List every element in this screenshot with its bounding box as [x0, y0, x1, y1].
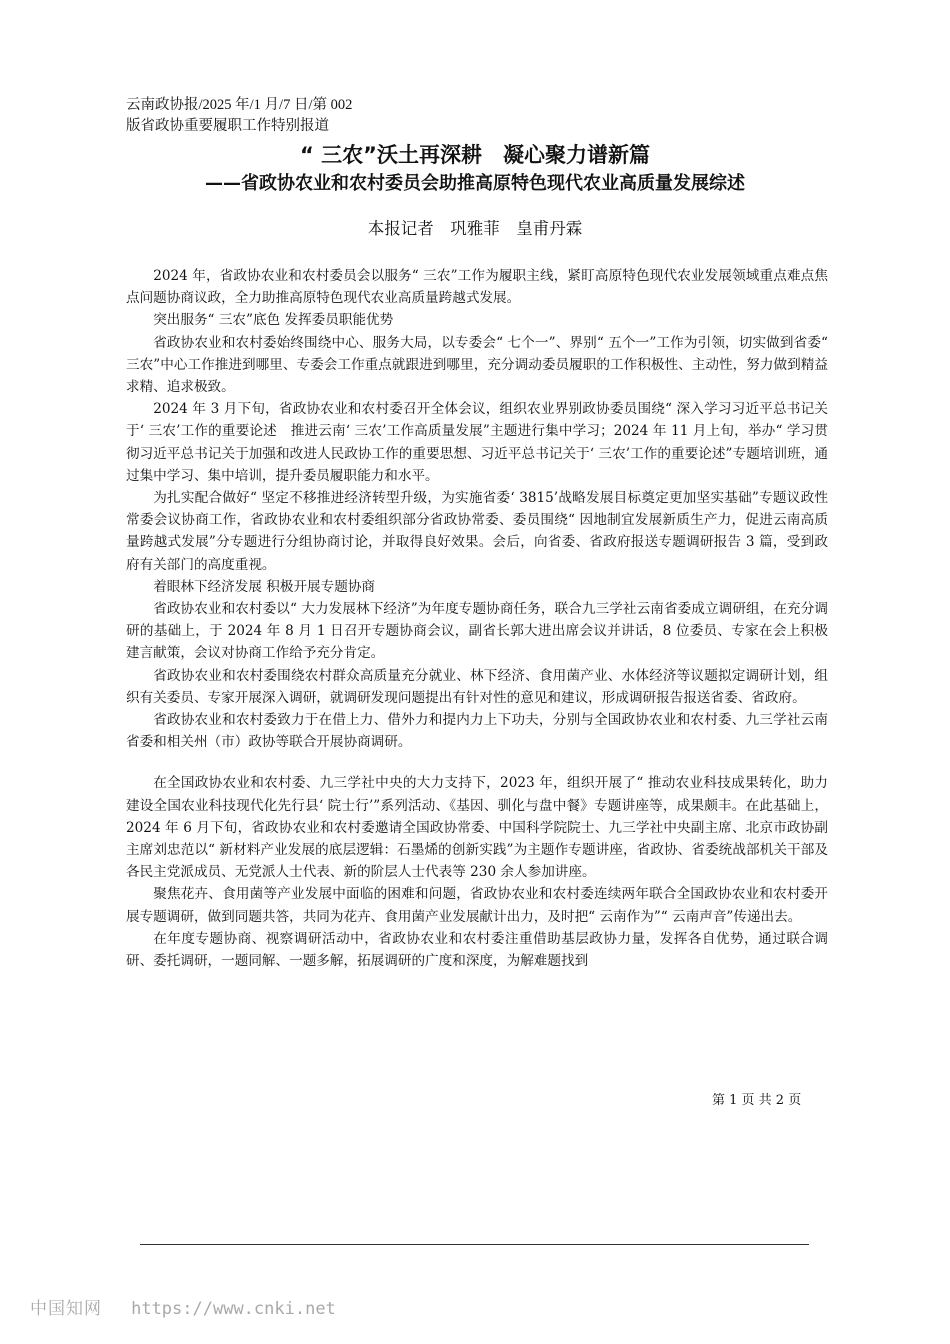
- paragraph: 为扎实配合做好“ 坚定不移推进经济转型升级，为实施省委‘ 3815’战略发展目标奠定更加坚实基础”专题议政性常委会议协商工作，省政协农业和农村委组织部分省政协常委、委员围绕“ 因地制宜发展新质生产力，促进云南高质量跨越式发展”分专题进行分组协商讨论，并取得良好效果。会后，向省委、省政府报送专题调研报告 3 篇，受到政府有关部门的高度重视。: [126, 490, 828, 573]
- footer-divider: [140, 1244, 809, 1245]
- paragraph: 省政协农业和农村委致力于在借上力、借外力和提内力上下功夫，分别与全国政协农业和农村委、九三学社云南省委和相关州（市）政协等联合开展协商调研。: [126, 712, 828, 751]
- paragraph-intro: 2024 年，省政协农业和农村委员会以服务“ 三农”工作为履职主线，紧盯高原特色现代农业发展领域重点难点焦点问题协商议政，全力助推高原特色现代农业高质量跨越式发展。: [126, 268, 828, 307]
- article-body: [126, 265, 828, 972]
- section-heading-2: 着眼林下经济发展 积极开展专题协商: [153, 578, 376, 595]
- paragraph: 省政协农业和农村委始终围绕中心、服务大局，以专委会“ 七个一”、界别“ 五个一”工作为引领，切实做到省委“ 三农”中心工作推进到哪里、专委会工作重点就跟进到哪里，充分调动委员履职的工作积极性、主动性，努力做到精益求精、追求极致。: [126, 334, 828, 396]
- publication-source: [126, 95, 352, 137]
- paragraph: 聚焦花卉、食用菌等产业发展中面临的困难和问题，省政协农业和农村委连续两年联合全国政协农业和农村委开展专题调研，做到同题共答，共同为花卉、食用菌产业发展献计出力，及时把“ 云南作为”“ 云南声音”传递出去。: [126, 886, 828, 925]
- paragraph: 在年度专题协商、视察调研活动中，省政协农业和农村委注重借助基层政协力量，发挥各自优势，通过联合调研、委托调研，一题同解、一题多解，拓展调研的广度和深度，为解难题找到: [126, 930, 828, 970]
- paragraph: 省政协农业和农村委围绕农村群众高质量充分就业、林下经济、食用菌产业、水体经济等议题拟定调研计划，组织有关委员、专家开展深入调研，就调研发现问题提出有针对性的意见和建议，形成调研报告报送省委、省政府。: [126, 667, 828, 706]
- source-line: 云南政协报/2025 年/1 月/7 日/第 002: [126, 97, 353, 113]
- paragraph: 在全国政协农业和农村委、九三学社中央的大力支持下，2023 年，组织开展了“ 推动农业科技成果转化，助力建设全国农业科技现代化先行县‘ 院士行’”系列活动、《基因、驯化与盘中餐》专题讲座等，成果颇丰。在此基础上，2024 年 6 月下旬，省政协农业和农村委邀请全国政协常委、中国科学院院士、九三学社中央副主席、北京市政协副主席刘忠范以“ 新材料产业发展的底层逻辑：石墨烯的创新实践”为主题作专题讲座，省政协、省委统战部机关干部及各民主党派成员、无党派人士代表、新的阶层人士代表等 230 余人参加讲座。: [126, 775, 828, 881]
- section-heading-1: 突出服务“ 三农”底色 发挥委员职能优势: [153, 312, 394, 329]
- cnki-footer: [30, 1294, 336, 1319]
- section-line: 版省政协重要履职工作特别报道: [126, 118, 329, 134]
- article-byline: 本报记者 巩雅菲 皇甫丹霖: [367, 219, 583, 238]
- article-subtitle: ——省政协农业和农村委员会助推高原特色现代农业高质量发展综述: [205, 173, 745, 194]
- article-title: “ 三农”沃土再深耕 凝心聚力谱新篇: [300, 143, 650, 167]
- cnki-logo-text: 中国知网: [30, 1299, 102, 1319]
- paragraph: 省政协农业和农村委以“ 大力发展林下经济”为年度专题协商任务，联合九三学社云南省委成立调研组，在充分调研的基础上，于 2024 年 8 月 1 日召开专题协商会议，副省长郭大进出席会议并讲话，8 位委员、专家在会上积极建言献策，会议对协商工作给予充分肯定。: [126, 601, 828, 662]
- cnki-url-link[interactable]: https://www.cnki.net: [131, 1299, 336, 1319]
- page-number: 第 1 页 共 2 页: [712, 1093, 802, 1108]
- paragraph: 2024 年 3 月下旬，省政协农业和农村委召开全体会议，组织农业界别政协委员围绕“ 深入学习习近平总书记关于‘ 三农’工作的重要论述 推进云南‘ 三农’工作高质量发展”主题进行集中学习；2024 年 11 月上旬，举办“ 学习贯彻习近平总书记关于加强和改进人民政协工作的重要思想、习近平总书记关于‘ 三农’工作的重要论述”专题培训班，通过集中学习、集中培训，提升委员履职能力和水平。: [126, 401, 828, 484]
